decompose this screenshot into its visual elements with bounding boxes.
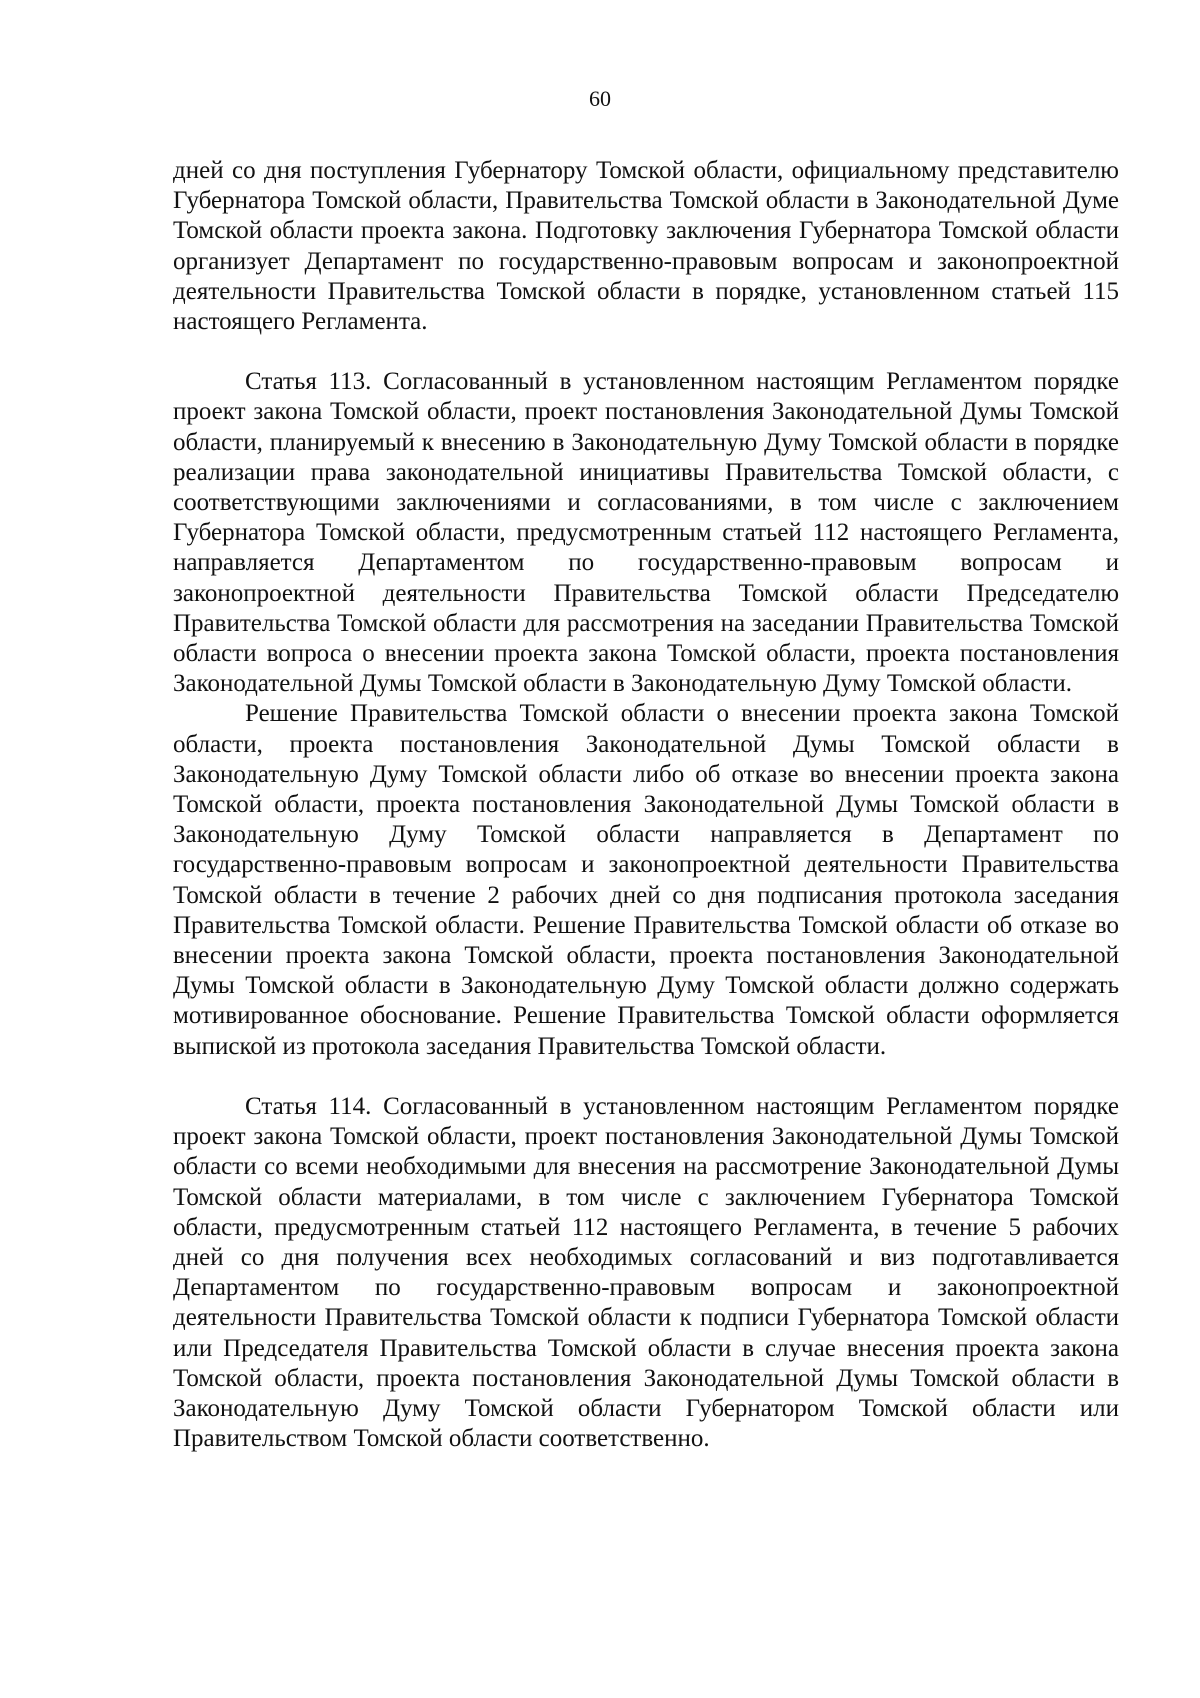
- paragraph-article-113: Статья 113. Согласованный в установленном настоящим Регламентом порядке проект закона Томской области, проект постановления Законодательной Думы Томской области, планируемый к внесению в Законодательную Думу Томской области в порядке реализации права законодательной инициативы Правительства Томской области, с соответствующими заключениями и согласованиями, в том числе с заключением Губернатора Томской области, предусмотренным статьей 112 настоящего Регламента, направляется Департаментом по государственно-правовым вопросам и законопроектной деятельности Правительства Томской области Председателю Правительства Томской области для рассмотрения на заседании Правительства Томской области вопроса о внесении проекта закона Томской области, проекта постановления Законодательной Думы Томской области в Законодательную Думу Томской области.: [173, 368, 1119, 698]
- paragraph-article-114: Статья 114. Согласованный в установленном настоящим Регламентом порядке проект закона Томской области, проект постановления Законодательной Думы Томской области со всеми необходимыми для внесения на рассмотрение Законодательной Думы Томской области материалами, в том числе с заключением Губернатора Томской области, предусмотренным статьей 112 настоящего Регламента, в течение 5 рабочих дней со дня получения всех необходимых согласований и виз подготавливается Департаментом по государственно-правовым вопросам и законопроектной деятельности Правительства Томской области к подписи Губернатора Томской области или Председателя Правительства Томской области в случае внесения проекта закона Томской области, проекта постановления Законодательной Думы Томской области в Законодательную Думу Томской области Губернатором Томской области или Правительством Томской области соответственно.: [173, 1092, 1119, 1453]
- paragraph-government-decision: Решение Правительства Томской области о внесении проекта закона Томской области, проекта постановления Законодательной Думы Томской области в Законодательную Думу Томской области либо об отказе во внесении проекта закона Томской области, проекта постановления Законодательной Думы Томской области в Законодательную Думу Томской области направляется в Департамент по государственно-правовым вопросам и законопроектной деятельности Правительства Томской области в течение 2 рабочих дней со дня подписания протокола заседания Правительства Томской области. Решение Правительства Томской области об отказе во внесении проекта закона Томской области, проекта постановления Законодательной Думы Томской области в Законодательную Думу Томской области должно содержать мотивированное обоснование. Решение Правительства Томской области оформляется выпиской из протокола заседания Правительства Томской области.: [173, 700, 1119, 1060]
- paragraph-continuation: дней со дня поступления Губернатору Томской области, официальному представителю Губернатора Томской области, Правительства Томской области в Законодательной Думе Томской области проекта закона. Подготовку заключения Губернатора Томской области организует Департамент по государственно-правовым вопросам и законопроектной деятельности Правительства Томской области в порядке, установленном статьей 115 настоящего Регламента.: [173, 157, 1119, 336]
- page-number: 60: [589, 86, 611, 111]
- document-body: [173, 156, 1119, 1454]
